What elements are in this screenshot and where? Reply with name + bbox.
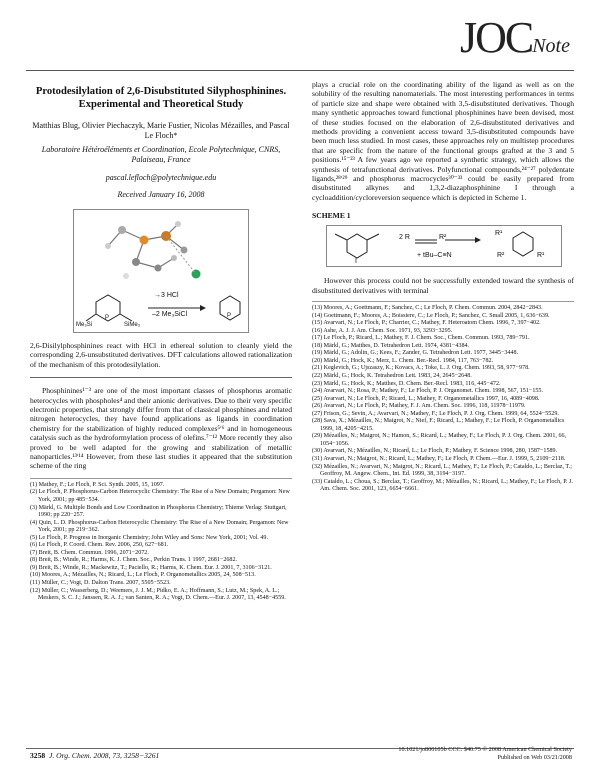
reference-entry: (22) Märkl, G.; Hock, K. Tetrahedron Lett. 1983, 24, 2645−2648.: [312, 373, 472, 380]
note-label: Note: [532, 35, 570, 57]
reference-entry: (14) Goettmann, F.; Moores, A.; Boissiere, C.; Le Floch, P.; Sanchez, C. Small 2005, 1, 636−639.: [312, 312, 550, 319]
scheme-stoich: 2 R: [399, 234, 410, 242]
reference-entry: (17) Le Floch, P.; Ricard, L.; Mathey, F. J. Chem. Soc., Chem. Commun. 1993, 789−791.: [312, 335, 530, 342]
reference-entry: (5) Le Floch, P. Progress in Inorganic Chemistry; John Wiley and Sons: New York, 2001; Vol. 49.: [30, 534, 268, 541]
reference-entry: (30) Avarvari, N.; Mézailles, N.; Ricard, L.; Le Floch, P.; Mathey, F. Science 1998, 280, 1587−1589.: [312, 448, 558, 455]
scheme-r2-bottom: R²: [497, 252, 505, 260]
affiliation: Laboratoire Hétéroéléments et Coordination, Ecole Polytechnique, CNRS, Palaiseau, France: [41, 145, 281, 164]
reference-entry: (23) Märkl, G.; Hock, K.; Matthes, D. Chem. Ber.-Recl. 1983, 116, 445−472.: [312, 380, 501, 387]
received-date: Received January 16, 2008: [117, 190, 205, 199]
reference-entry: (27) Frison, G.; Sevin, A.; Avarvari, N.; Mathey, F.; Le Floch, P. J. Org. Chem. 1999, 64, 5524−5529.: [312, 410, 559, 417]
toc-sub-left: Me₃Si: [76, 322, 93, 328]
reference-entry: (16) Ashe, A. J. J. Am. Chem. Soc. 1971, 93, 3293−3295.: [312, 327, 453, 334]
reference-entry: (18) Märkl, G.; Matthes, D. Tetrahedron Lett. 1974, 4381−4384.: [312, 342, 470, 349]
body-text-left: Phosphinines¹⁻³ are one of the most important classes of phosphorus aromatic heterocycles with phospholes⁴ and their anionic derivatives. Due to their very specific electronic properties, that strongly differ from that of classical phosphines and related nitrogen heterocycles, they have found applications as ligands in coordination chemistry for the stabilization of highly reduced complexes⁵ʹ⁶ and in homogeneous catalysis such as the hydroformylation process of olefins.⁷⁻¹² More recently they also proved to be well adapted for the growing and stabilization of metallic nanoparticles.¹³ʹ¹⁴ However, from these last studies it appeared that the substitution scheme of the ring: [30, 386, 292, 471]
reference-entry: (9) Breit, B.; Winde, R.; Mackewitz, T.; Paciello, R.; Harms, K. Chem. Eur. J. 2001, 7, 3106−3121.: [30, 564, 272, 571]
scheme-title: SCHEME 1: [312, 211, 351, 221]
scheme-label-i: I: [355, 258, 357, 266]
scheme-reagent: + tBu–C≡N: [417, 252, 452, 260]
reference-entry: (26) Avarvari, N.; Le Floch, P.; Mathey, F. J. Am. Chem. Soc. 1996, 118, 11978−11979.: [312, 403, 526, 410]
article-title: Protodesilylation of 2,6-Disubstituted Silyphosphinines. Experimental and Theoretical Study: [35, 86, 287, 110]
reference-entry: (13) Moores, A.; Goettmann, F.; Sanchez, C.; Le Floch, P. Chem. Commun. 2004, 2842−2843.: [312, 305, 543, 312]
published-date: Published on Web 03/21/2008: [497, 753, 572, 761]
reference-entry: (1) Mathey, F.; Le Floch, P. Sci. Synth. 2005, 15, 1097.: [30, 481, 165, 488]
scheme-1-graphic: [326, 225, 562, 267]
reference-entry: (3) Märkl, G. Multiple Bonds and Low Coordination in Phosphorus Chemistry; Thieme Verlag: Stuttgart, 1990; pp 220−257.: [30, 504, 287, 519]
reference-entry: (4) Quin, L. D. Phosphorus-Carbon Heterocyclic Chemistry: The Rise of a New Domain; Pergamon: New York, 2001; pp 219−362.: [30, 519, 289, 534]
toc-sub-right: SiMe₃: [124, 322, 141, 328]
reference-entry: (31) Avarvari, N.; Maigrot, N.; Ricard, L.; Mathey, F.; Le Floch, P. Chem.—Eur. J. 1999, 5, 2109−2118.: [312, 456, 566, 463]
corresponding-email[interactable]: pascal.lefloch@polytechnique.edu: [105, 173, 217, 182]
reference-entry: (6) Le Floch, P. Coord. Chem. Rev. 2006, 250, 627−681.: [30, 542, 169, 549]
reference-entry: (19) Märkl, G.; Adolin, G.; Kees, F.; Zander, G. Tetrahedron Lett. 1977, 3445−3448.: [312, 350, 519, 357]
reference-entry: (33) Cataldo, L.; Choua, S.; Berclaz, T.; Geoffroy, M.; Mézailles, N.; Ricard, L.; Mathey, F.; Le Floch, P. J. Am. Chem. Soc. 2001, 123, 6654−6661.: [312, 478, 573, 493]
footer-doi-block: [398, 746, 572, 762]
doi-copyright: 10.1021/jo800105b CCC: $40.75 © 2008 American Chemical Society: [398, 746, 572, 753]
reference-entry: (2) Le Floch, P. Phosphorus-Carbon Heterocyclic Chemistry: The Rise of a New Domain; Pergamon: New York, 2001; pp 485−534.: [30, 489, 290, 503]
toc-reagent-me3sicl: –2 Me₃SiCl: [152, 311, 188, 318]
reference-entry: (25) Avarvari, N.; Le Floch, P.; Ricard, L.; Mathey, F. Organometallics 1997, 16, 4089−4098.: [312, 395, 540, 402]
reference-list-left: [30, 478, 292, 603]
reference-entry: (12) Müller, C.; Wasserberg, D.; Weemers, J. J. M.; Pidko, E. A.; Hoffmann, S.; Lutz, M.; Spek, A. L.; Meskers, S. C. J.; Janssen, R. A. J.; van Santen, R. A.; Vogt, D. Chem.—Eur. J. 2007, 13, 4548−4559.: [30, 587, 286, 602]
reference-entry: (32) Mézailles, N.; Avarvari, N.; Maigrot, N.; Ricard, L.; Mathey, F.; Le Floch, P.; Cataldo, L.; Berclaz, T.; Geoffroy, M. Angew. Chem., Int. Ed. 1999, 38, 3194−3197.: [312, 463, 572, 478]
reference-entry: (11) Müller, C.; Vogt, D. Dalton Trans. 2007, 5505−5523.: [30, 579, 171, 586]
reference-entry: (7) Breit, B. Chem. Commun. 1996, 2071−2072.: [30, 549, 149, 556]
footer-citation: [30, 751, 159, 760]
toc-atom-p-right: P: [227, 313, 232, 319]
journal-logo: JOCNote: [459, 13, 570, 62]
left-column: [30, 80, 292, 603]
toc-reagent-hcl: →3 HCl: [154, 292, 179, 299]
header-rule: [26, 70, 574, 71]
scheme-1-drawing: [327, 226, 563, 268]
journal-citation: J. Org. Chem. 2008, 73, 3258−3261: [48, 751, 160, 760]
reference-entry: (28) Sava, X.; Mézailles, N.; Maigrot, N.; Nief, F.; Ricard, L.; Mathey, F.; Le Floch, P. Organometallics 1999, 18, 4205−4215.: [312, 418, 565, 432]
abstract: 2,6-Disilylphosphinines react with HCl in ethereal solution to cleanly yield the corresponding 2,6-unsubstituted derivatives. DFT calculations allowed rationalization of the mechanism of this protodesilylation.: [30, 341, 292, 369]
body-text-right-2: However this process could not be successfully extended toward the synthesis of disubstituted derivatives with terminal: [312, 276, 574, 295]
right-column: [312, 80, 574, 494]
reference-entry: (20) Märkl, G.; Hock, K.; Merz, L. Chem. Ber.-Recl. 1984, 117, 763−782.: [312, 357, 494, 364]
body-text-right: plays a crucial role on the coordinating ability of the ligand as well as on the solubility of the resulting nanomaterials. The most interesting performances in terms of particle size and shape were obtained with 3,5-disubstituted derivatives. Though many synthetic approaches toward functional phosphinines have been devised, most of these studies focused on the elaboration of 2,6-disubstituted derivatives and methods providing a convenient access toward 3,5-disubstituted compounds have been much less studied. In most cases, these approaches rely on multistep procedures that are specific from the nature of the functional groups grafted at the 3 and 5 positions.¹⁵⁻²³ A few years ago we reported a synthetic strategy, which allows the synthesis of tetrafunctional derivatives. Polyfunctional compounds,²⁴⁻²⁷ polydentate ligands,²⁸ʹ²⁹ and phosphorus macrocycles³⁰⁻³³ could be easily prepared from disubstituted alkynes and 1,3,2-diazaphosphinine I through a cycloaddition/cycloreversion sequence which is depicted in Scheme 1.: [312, 80, 574, 202]
scheme-r1-right: R¹: [537, 252, 545, 260]
scheme-r2-left: R²: [439, 234, 447, 242]
reference-list-right: [312, 301, 574, 494]
abstract-separator: [30, 377, 292, 378]
reference-entry: (24) Avarvari, N.; Rosa, P.; Mathey, F.; Le Floch, P. J. Organomet. Chem. 1998, 567, 151−155.: [312, 388, 543, 395]
author-list: Matthias Blug, Olivier Piechaczyk, Marie Fustier, Nicolas Mézailles, and Pascal Le Floch*: [32, 121, 290, 140]
reference-entry: (8) Breit, B.; Winde, R.; Harms, K. J. Chem. Soc., Perkin Trans. 1 1997, 2681−2682.: [30, 557, 238, 564]
scheme-r1-top: R¹: [495, 230, 503, 238]
reference-entry: (21) Keglevich, G.; Ujszaszy, K.; Kovacs, A.; Toke, L. J. Org. Chem. 1993, 58, 977−978.: [312, 365, 530, 372]
reference-entry: (10) Moores, A.; Mézailles, N.; Ricard, L.; Le Floch, P. Organometallics 2005, 24, 508−513.: [30, 572, 256, 579]
reference-entry: (29) Mézailles, N.; Maigrot, N.; Hamon, S.; Ricard, L.; Mathey, F.; Le Floch, P. J. Org. Chem. 2001, 66, 1054−1056.: [312, 433, 567, 447]
toc-graphic: [73, 209, 249, 333]
page-number: 3258: [30, 751, 46, 760]
toc-atom-p-left: P: [105, 315, 110, 321]
reference-entry: (15) Avarvari, N.; Le Floch, P.; Charrier, C.; Mathey, F. Heteroatom Chem. 1996, 7, 397−402.: [312, 320, 541, 327]
